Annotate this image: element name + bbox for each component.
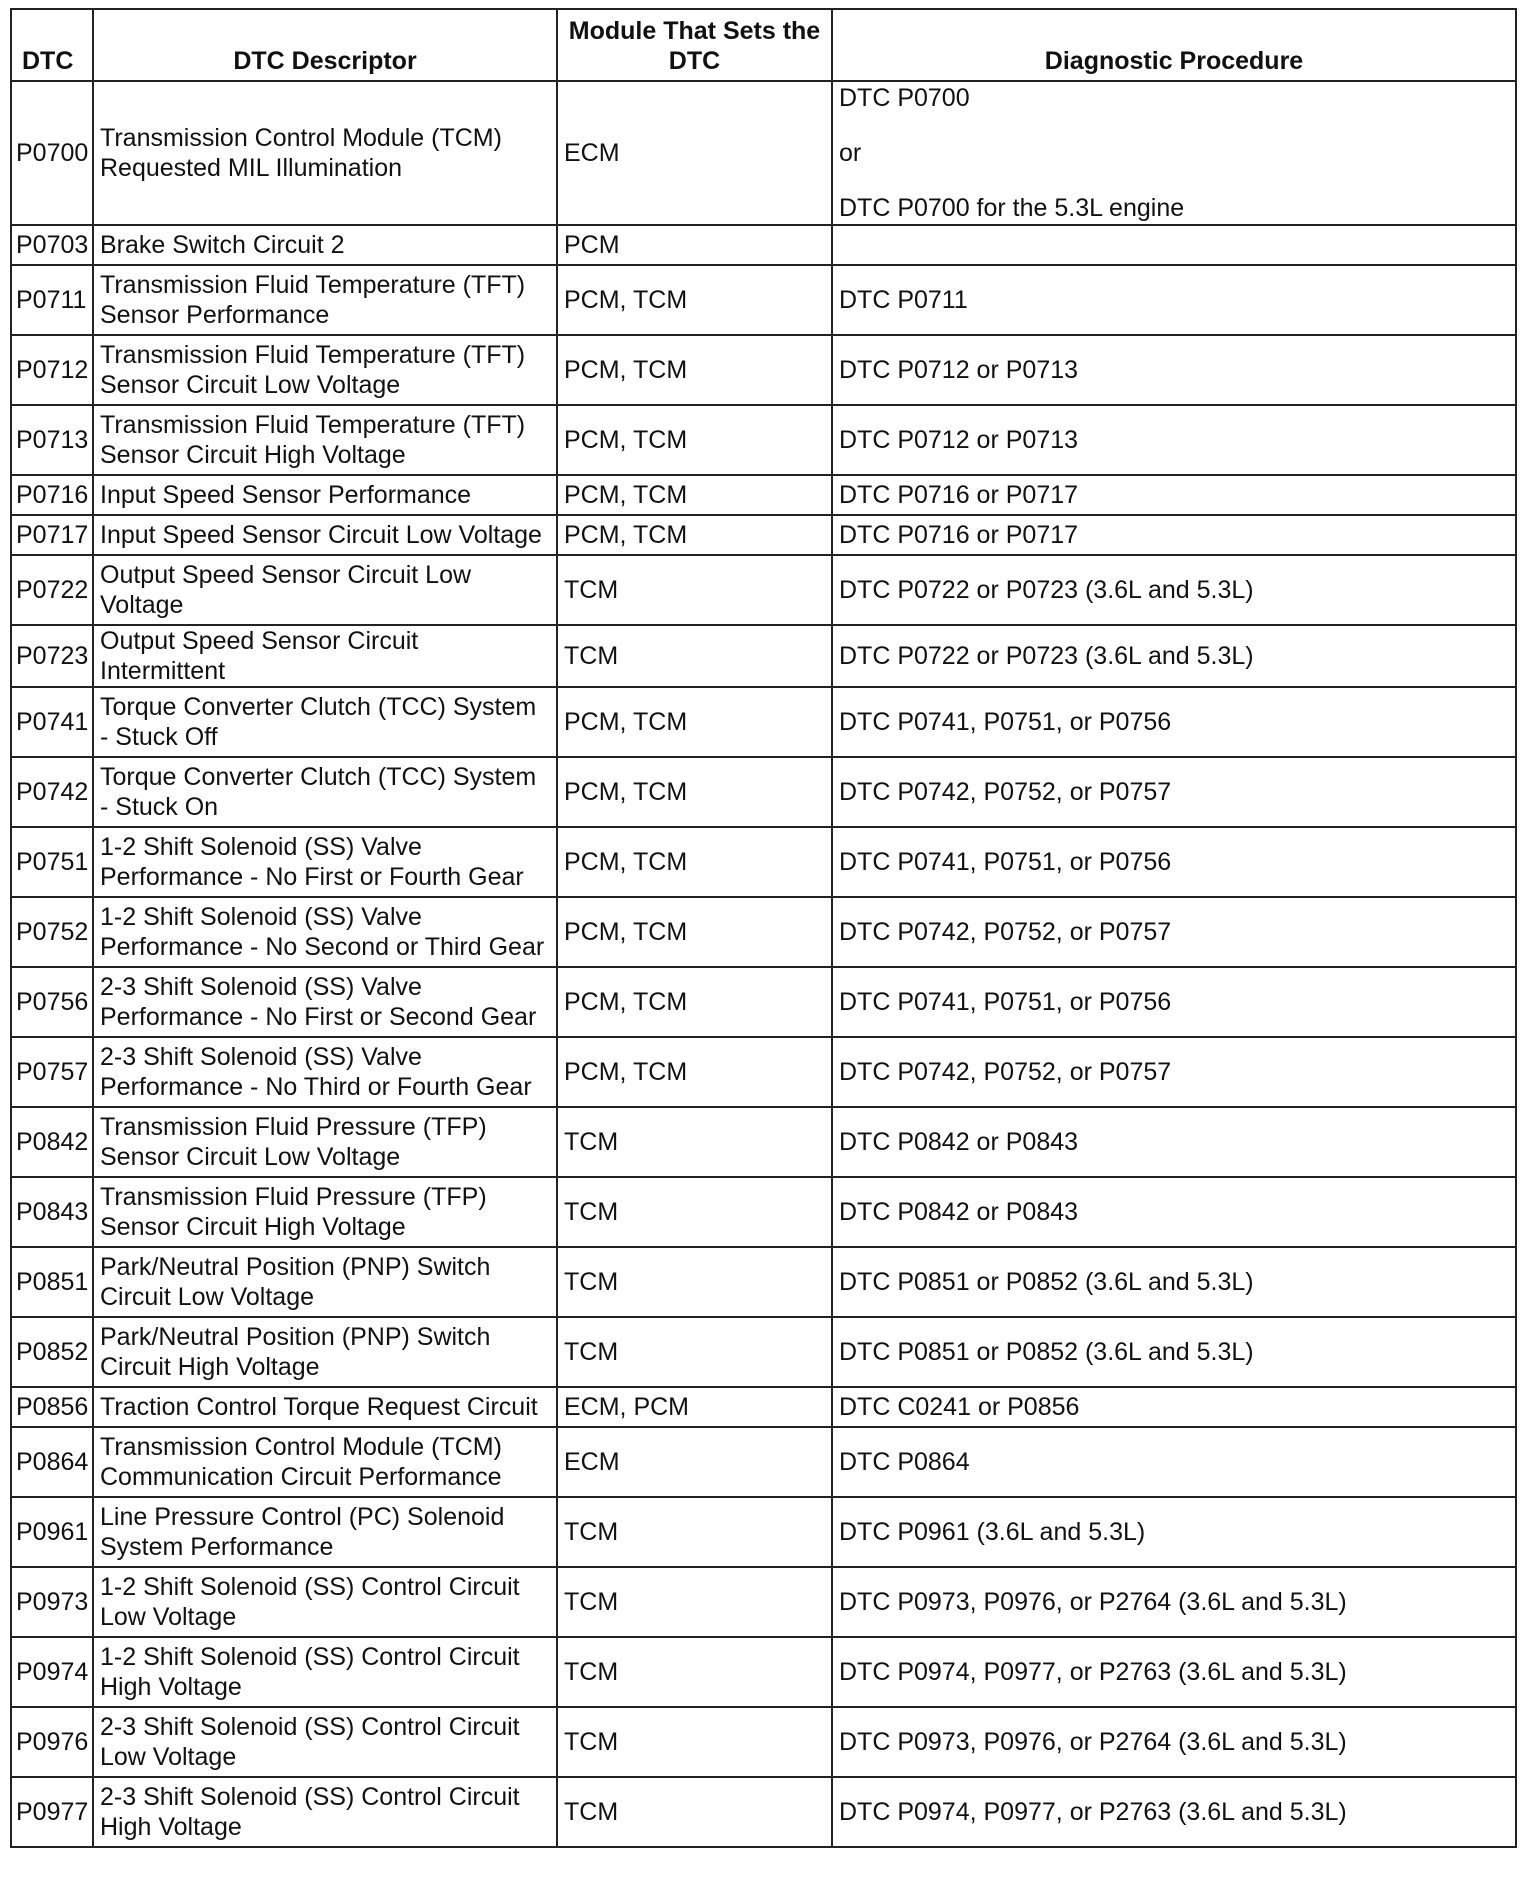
dtc-descriptor [93,1317,557,1387]
descriptor-line: 1-2 Shift Solenoid (SS) Valve [100,903,422,931]
descriptor-line: Transmission Fluid Pressure (TFP) [100,1113,487,1141]
setting-module: PCM, TCM [557,967,832,1037]
dtc-code: P0864 [11,1427,93,1497]
diagnostic-procedure: DTC P0711 [832,265,1516,335]
dtc-code: P0843 [11,1177,93,1247]
table-row [11,225,1516,265]
setting-module: PCM, TCM [557,265,832,335]
diagnostic-procedure: DTC P0712 or P0713 [832,335,1516,405]
dtc-descriptor [93,1037,557,1107]
diagnostic-procedure: DTC P0973, P0976, or P2764 (3.6L and 5.3L) [832,1707,1516,1777]
dtc-descriptor [93,757,557,827]
descriptor-line: 2-3 Shift Solenoid (SS) Valve [100,973,422,1001]
diagnostic-procedure: DTC P0742, P0752, or P0757 [832,1037,1516,1107]
descriptor-line: - Stuck Off [100,723,218,751]
diagnostic-procedure: DTC P0741, P0751, or P0756 [832,967,1516,1037]
descriptor-line: Transmission Fluid Pressure (TFP) [100,1183,487,1211]
descriptor-line: 1-2 Shift Solenoid (SS) Control Circuit [100,1643,520,1671]
diagnostic-procedure: DTC P0973, P0976, or P2764 (3.6L and 5.3L) [832,1567,1516,1637]
dtc-code: P0703 [11,225,93,265]
dtc-descriptor [93,1567,557,1637]
setting-module: TCM [557,1177,832,1247]
dtc-descriptor [93,1177,557,1247]
column-header-module [557,9,832,81]
descriptor-line: Voltage [100,591,184,619]
table-row [11,625,1516,687]
dtc-code: P0716 [11,475,93,515]
setting-module: ECM [557,81,832,225]
setting-module: PCM, TCM [557,475,832,515]
setting-module: TCM [557,1707,832,1777]
setting-module: PCM, TCM [557,405,832,475]
dtc-descriptor [93,897,557,967]
table-row [11,1317,1516,1387]
column-header-dtc: DTC [11,9,93,81]
dtc-descriptor [93,1427,557,1497]
descriptor-line: Transmission Fluid Temperature (TFT) [100,271,526,299]
dtc-code: P0974 [11,1637,93,1707]
dtc-code: P0852 [11,1317,93,1387]
table-row [11,827,1516,897]
table-row [11,1777,1516,1847]
diagnostic-procedure: DTC P0742, P0752, or P0757 [832,757,1516,827]
procedure-line: or [839,139,862,167]
setting-module: ECM [557,1427,832,1497]
diagnostic-procedure: DTC P0842 or P0843 [832,1177,1516,1247]
table-row [11,1247,1516,1317]
dtc-code: P0723 [11,625,93,687]
descriptor-line: Performance - No First or Second Gear [100,1003,537,1031]
column-header-module-line2: DTC [668,47,721,75]
setting-module: TCM [557,1567,832,1637]
dtc-code: P0741 [11,687,93,757]
dtc-code: P0711 [11,265,93,335]
table-body [11,81,1516,1847]
table-row [11,897,1516,967]
descriptor-line: Communication Circuit Performance [100,1463,502,1491]
setting-module: PCM, TCM [557,687,832,757]
descriptor-line: Requested MIL Illumination [100,154,403,182]
procedure-line: DTC P0700 for the 5.3L engine [839,194,1185,222]
dtc-code: P0851 [11,1247,93,1317]
setting-module: PCM, TCM [557,1037,832,1107]
descriptor-line: Sensor Circuit Low Voltage [100,1143,401,1171]
descriptor-line: Transmission Fluid Temperature (TFT) [100,341,526,369]
descriptor-line: Torque Converter Clutch (TCC) System [100,693,537,721]
table-row [11,405,1516,475]
dtc-table [10,8,1517,1848]
diagnostic-procedure: DTC P0722 or P0723 (3.6L and 5.3L) [832,625,1516,687]
descriptor-line: Output Speed Sensor Circuit Low [100,561,472,589]
diagnostic-procedure: DTC C0241 or P0856 [832,1387,1516,1427]
dtc-code: P0751 [11,827,93,897]
setting-module: TCM [557,555,832,625]
diagnostic-procedure: DTC P0851 or P0852 (3.6L and 5.3L) [832,1317,1516,1387]
descriptor-line: 2-3 Shift Solenoid (SS) Control Circuit [100,1783,520,1811]
setting-module: PCM, TCM [557,515,832,555]
column-header-descriptor: DTC Descriptor [93,9,557,81]
dtc-descriptor [93,1777,557,1847]
dtc-code: P0756 [11,967,93,1037]
descriptor-line: Performance - No First or Fourth Gear [100,863,524,891]
table-row [11,515,1516,555]
diagnostic-procedure: DTC P0961 (3.6L and 5.3L) [832,1497,1516,1567]
diagnostic-procedure: DTC P0741, P0751, or P0756 [832,687,1516,757]
dtc-descriptor [93,475,557,515]
setting-module: PCM [557,225,832,265]
descriptor-line: High Voltage [100,1673,242,1701]
descriptor-line: Park/Neutral Position (PNP) Switch [100,1323,491,1351]
column-header-procedure: Diagnostic Procedure [832,9,1516,81]
dtc-descriptor [93,555,557,625]
table-row [11,335,1516,405]
table-row [11,1497,1516,1567]
descriptor-line: Sensor Circuit Low Voltage [100,371,401,399]
descriptor-line: Torque Converter Clutch (TCC) System [100,763,537,791]
dtc-descriptor [93,405,557,475]
setting-module: PCM, TCM [557,335,832,405]
setting-module: TCM [557,1637,832,1707]
procedure-line: DTC P0700 [839,84,970,112]
setting-module: PCM, TCM [557,827,832,897]
descriptor-line: Traction Control Torque Request Circuit [100,1393,538,1421]
setting-module: TCM [557,1317,832,1387]
diagnostic-procedure: DTC P0974, P0977, or P2763 (3.6L and 5.3L) [832,1637,1516,1707]
setting-module: TCM [557,1497,832,1567]
descriptor-line: Transmission Control Module (TCM) [100,1433,502,1461]
table-row [11,1707,1516,1777]
dtc-code: P0713 [11,405,93,475]
diagnostic-procedure: DTC P0864 [832,1427,1516,1497]
descriptor-line: Transmission Control Module (TCM) [100,124,502,152]
table-row [11,967,1516,1037]
dtc-descriptor [93,827,557,897]
table-row [11,81,1516,225]
descriptor-line: Low Voltage [100,1603,237,1631]
dtc-descriptor [93,1497,557,1567]
diagnostic-procedure: DTC P0716 or P0717 [832,515,1516,555]
table-row [11,475,1516,515]
descriptor-line: - Stuck On [100,793,219,821]
descriptor-line: Line Pressure Control (PC) Solenoid [100,1503,505,1531]
dtc-code: P0977 [11,1777,93,1847]
diagnostic-procedure: DTC P0842 or P0843 [832,1107,1516,1177]
dtc-descriptor [93,1707,557,1777]
table-row [11,1387,1516,1427]
dtc-descriptor [93,687,557,757]
dtc-descriptor [93,1247,557,1317]
diagnostic-procedure: DTC P0722 or P0723 (3.6L and 5.3L) [832,555,1516,625]
table-row [11,555,1516,625]
column-header-module-line1: Module That Sets the [568,17,821,45]
setting-module: PCM, TCM [557,757,832,827]
dtc-descriptor [93,265,557,335]
table-row [11,1567,1516,1637]
table-row [11,1427,1516,1497]
descriptor-line: Park/Neutral Position (PNP) Switch [100,1253,491,1281]
descriptor-line: Brake Switch Circuit 2 [100,231,345,259]
dtc-descriptor [93,225,557,265]
dtc-descriptor [93,335,557,405]
descriptor-line: Output Speed Sensor Circuit Intermittent [100,627,419,685]
descriptor-line: 2-3 Shift Solenoid (SS) Control Circuit [100,1713,520,1741]
descriptor-line: Input Speed Sensor Circuit Low Voltage [100,521,542,549]
descriptor-line: 1-2 Shift Solenoid (SS) Valve [100,833,422,861]
setting-module: TCM [557,1107,832,1177]
dtc-code: P0700 [11,81,93,225]
dtc-code: P0752 [11,897,93,967]
dtc-descriptor [93,515,557,555]
dtc-descriptor [93,1107,557,1177]
diagnostic-procedure [832,81,1516,225]
dtc-descriptor [93,1637,557,1707]
header-row [11,9,1516,81]
dtc-code: P0717 [11,515,93,555]
diagnostic-procedure [832,225,1516,265]
dtc-code: P0961 [11,1497,93,1567]
setting-module: TCM [557,1247,832,1317]
descriptor-line: Sensor Performance [100,301,330,329]
descriptor-line: Circuit Low Voltage [100,1283,315,1311]
table-header [11,9,1516,81]
table-row [11,1637,1516,1707]
setting-module: TCM [557,1777,832,1847]
diagnostic-procedure: DTC P0741, P0751, or P0756 [832,827,1516,897]
setting-module: ECM, PCM [557,1387,832,1427]
dtc-code: P0757 [11,1037,93,1107]
descriptor-line: Circuit High Voltage [100,1353,320,1381]
diagnostic-procedure: DTC P0742, P0752, or P0757 [832,897,1516,967]
descriptor-line: 2-3 Shift Solenoid (SS) Valve [100,1043,422,1071]
descriptor-line: Performance - No Second or Third Gear [100,933,545,961]
dtc-code: P0976 [11,1707,93,1777]
diagnostic-procedure: DTC P0712 or P0713 [832,405,1516,475]
descriptor-line: System Performance [100,1533,334,1561]
descriptor-line: High Voltage [100,1813,242,1841]
setting-module: TCM [557,625,832,687]
descriptor-line: Low Voltage [100,1743,237,1771]
dtc-descriptor [93,1387,557,1427]
table-row [11,1107,1516,1177]
descriptor-line: Performance - No Third or Fourth Gear [100,1073,532,1101]
table-row [11,757,1516,827]
descriptor-line: Input Speed Sensor Performance [100,481,472,509]
dtc-code: P0722 [11,555,93,625]
dtc-descriptor [93,967,557,1037]
table-row [11,1037,1516,1107]
dtc-code: P0842 [11,1107,93,1177]
descriptor-line: Sensor Circuit High Voltage [100,441,406,469]
dtc-descriptor [93,625,557,687]
dtc-code: P0712 [11,335,93,405]
dtc-code: P0856 [11,1387,93,1427]
table-row [11,687,1516,757]
table-row [11,1177,1516,1247]
dtc-descriptor [93,81,557,225]
diagnostic-procedure: DTC P0716 or P0717 [832,475,1516,515]
dtc-code: P0742 [11,757,93,827]
descriptor-line: Sensor Circuit High Voltage [100,1213,406,1241]
diagnostic-procedure: DTC P0851 or P0852 (3.6L and 5.3L) [832,1247,1516,1317]
descriptor-line: 1-2 Shift Solenoid (SS) Control Circuit [100,1573,520,1601]
dtc-code: P0973 [11,1567,93,1637]
setting-module: PCM, TCM [557,897,832,967]
diagnostic-procedure: DTC P0974, P0977, or P2763 (3.6L and 5.3L) [832,1777,1516,1847]
table-row [11,265,1516,335]
descriptor-line: Transmission Fluid Temperature (TFT) [100,411,526,439]
